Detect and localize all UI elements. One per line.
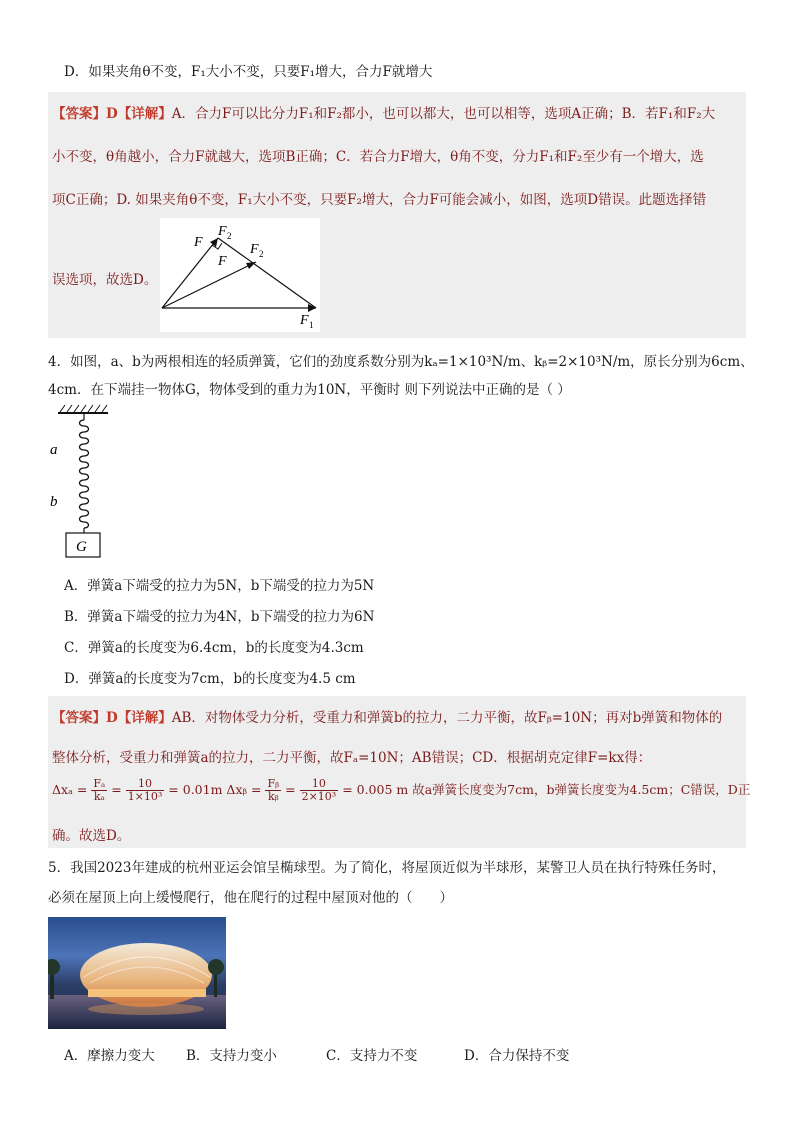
q5-option-a: A．摩擦力变大 [64, 1048, 155, 1064]
denominator: 2×10³ [301, 790, 337, 803]
q4-option-c: C．弹簧a的长度变为6.4cm，b的长度变为4.3cm [64, 640, 364, 656]
q4-stem-line-2: 4cm．在下端挂一物体G，物体受到的重力为10N，平衡时 则下列说法中正确的是（ ） [48, 382, 571, 398]
fraction-fb-kb [265, 778, 281, 803]
ceiling-hatch [60, 405, 107, 412]
spring-b [80, 468, 89, 528]
q3-answer-line-4: 误选项，故选D。 [52, 272, 158, 288]
q5-stem-line-1: 5．我国2023年建成的杭州亚运会馆呈椭球型。为了简化，将屋顶近似为半球形，某警卫人员在执行特殊任务时， [48, 860, 726, 876]
stadium-photo [48, 917, 226, 1029]
q4-option-d: D．弹簧a的长度变为7cm，b的长度变为4.5 cm [64, 671, 356, 687]
f-top-label: F [194, 235, 203, 250]
q3-option-d: D．如果夹角θ不变，F₁大小不变，只要F₁增大，合力F就增大 [64, 64, 433, 80]
spring-a [80, 420, 89, 468]
tree-crown [208, 959, 224, 975]
weight-label: G [76, 539, 87, 555]
stadium-dome [80, 943, 212, 1007]
denominator: kₐ [93, 790, 105, 803]
f2-mid-label: F [250, 242, 259, 257]
q4-option-a: A．弹簧a下端受的拉力为5N，b下端受的拉力为5N [64, 578, 375, 594]
q4-answer-block [48, 696, 751, 848]
answer-tag: 【答案】D【详解】 [52, 710, 172, 726]
force-triangle-diagram [160, 218, 320, 332]
f2-top-subscript: 2 [227, 231, 232, 241]
numerator: Fₐ [93, 777, 106, 790]
answer-text: A．合力F可以比分力F₁和F₂都小，也可以都大，也可以相等，选项A正确；B．若F₁和F₂大 [171, 106, 716, 122]
f2-mid-subscript: 2 [259, 249, 264, 259]
result-xa: = 0.01m [168, 782, 223, 797]
spring-diagram [46, 404, 116, 560]
numerator: Fᵦ [267, 777, 280, 790]
q4-answer-line-1 [52, 706, 722, 726]
delta-xa: Δxₐ = [52, 782, 88, 797]
q3-answer-line-1 [52, 102, 715, 122]
f1-label: F [300, 313, 309, 328]
denominator: kᵦ [267, 790, 279, 803]
q5-stem-line-2: 必须在屋顶上向上缓慢爬行，他在爬行的过程中屋顶对他的（ ） [48, 890, 453, 906]
delta-xb: Δxᵦ = [226, 782, 262, 797]
spring-a-label: a [50, 442, 58, 458]
q3-answer-line-2: 小不变，θ角越小，合力F就越大，选项B正确；C．若合力F增大，θ角不变，分力F₁和F₂至少有一个增大，选 [52, 149, 704, 165]
numerator: 10 [300, 778, 339, 791]
fraction-fa-ka [91, 778, 107, 803]
fraction-10-2e3 [300, 778, 339, 803]
f1-subscript: 1 [309, 320, 314, 330]
fraction-10-1e3 [126, 778, 165, 803]
stadium-illustration [48, 917, 226, 1029]
result-xb: = 0.005 m [342, 782, 409, 797]
q4-stem-line-1: 4．如图，a、b为两根相连的轻质弹簧，它们的劲度系数分别为kₐ=1×10³N/m、kᵦ=2×10³N/m，原长分别为6cm、 [48, 354, 754, 370]
q3-answer-block [48, 92, 746, 338]
q5-option-b: B．支持力变小 [186, 1048, 277, 1064]
q4-option-b: B．弹簧a下端受的拉力为4N，b下端受的拉力为6N [64, 609, 375, 625]
denominator: 1×10³ [127, 790, 163, 803]
q4-formula-line [52, 778, 750, 803]
equals-sign: = [285, 782, 296, 797]
q5-option-c: C．支持力不变 [326, 1048, 418, 1064]
dome-reflection [88, 1003, 204, 1015]
q3-answer-line-3: 项C正确；D. 如果夹角θ不变，F₁大小不变，只要F₂增大，合力F可能会减小，如图，选项D错误。此题选择错 [52, 192, 707, 208]
q5-option-d: D．合力保持不变 [464, 1048, 570, 1064]
f-mid-label: F [218, 254, 227, 269]
answer-tag: 【答案】D【详解】 [52, 106, 172, 122]
q4-answer-line-2: 整体分析，受重力和弹簧a的拉力，二力平衡，故Fₐ=10N；AB错误；CD．根据胡克定律F=kx得： [52, 750, 652, 766]
q4-answer-line-4: 确。故选D。 [52, 828, 131, 844]
answer-text: AB．对物体受力分析，受重力和弹簧b的拉力，二力平衡，故Fᵦ=10N；再对b弹簧和物体的 [171, 710, 723, 726]
tree-crown [48, 959, 60, 975]
numerator: 10 [126, 778, 165, 791]
diagram-background [160, 218, 320, 332]
spring-b-label: b [50, 494, 58, 510]
f2-top-label: F [218, 224, 227, 239]
formula-tail: 故a弹簧长度变为7cm，b弹簧长度变为4.5cm；C错误，D正 [412, 782, 751, 797]
stadium-base-lights [88, 989, 206, 997]
equals-sign: = [111, 782, 122, 797]
